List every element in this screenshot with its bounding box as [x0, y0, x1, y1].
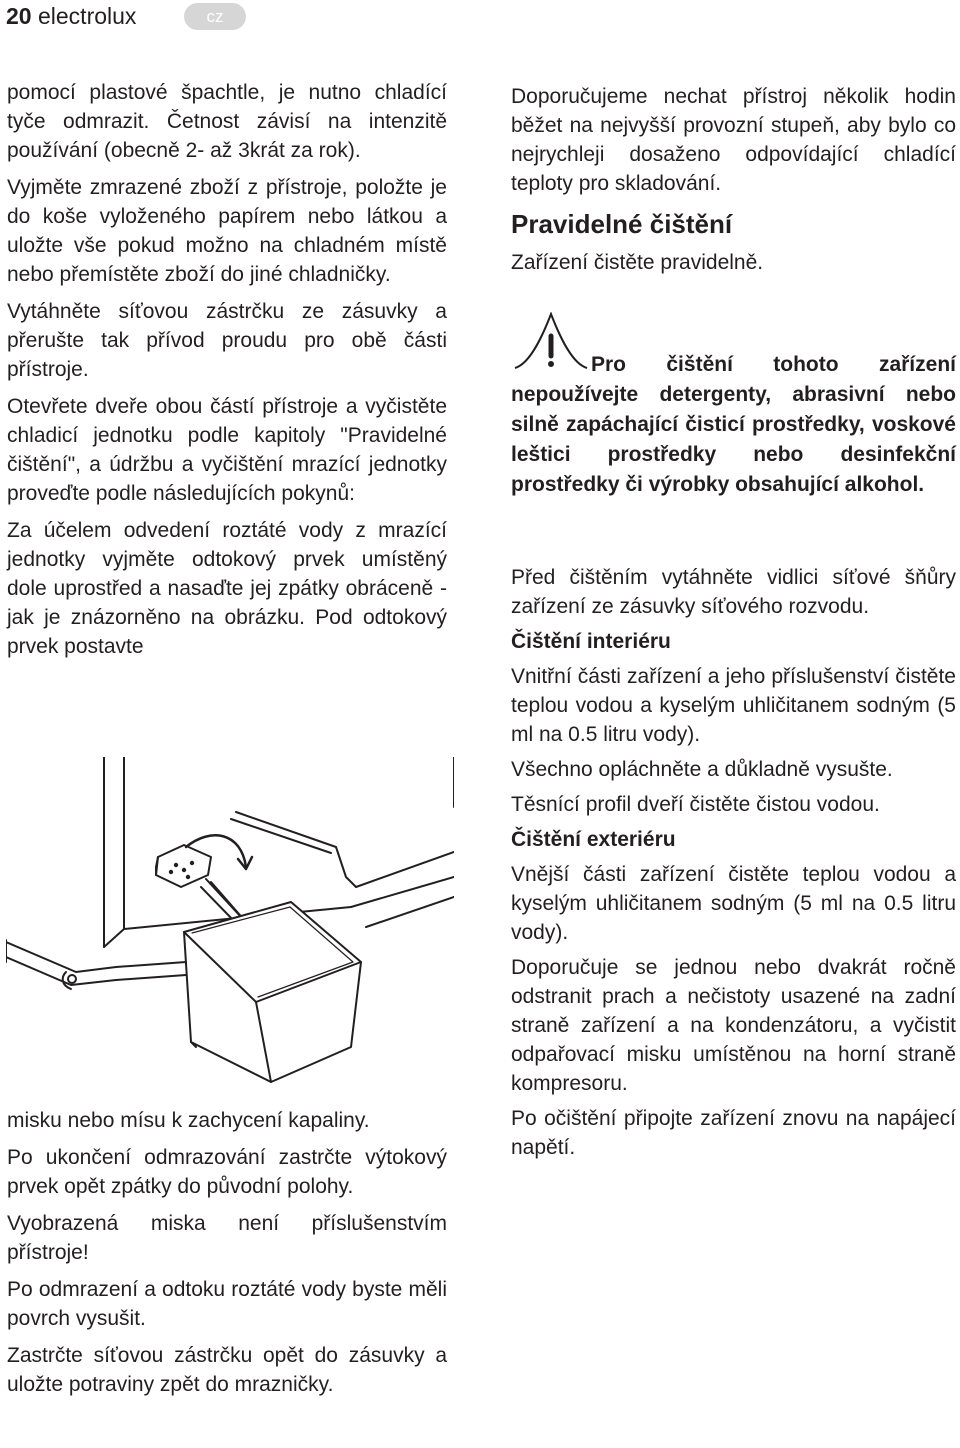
- paragraph: Vnitřní části zařízení a jeho příslušenství čistěte teplou vodou a kyselým uhličitanem sodným (5 ml na 0.5 litru vody).: [511, 665, 956, 746]
- paragraph: Vytáhněte síťovou zástrčku ze zásuvky a přerušte tak přívod proudu pro obě části přístroje.: [7, 300, 447, 381]
- paragraph: Po odmrazení a odtoku roztáté vody byste měli povrch vysušit.: [7, 1278, 447, 1330]
- paragraph: Před čištěním vytáhněte vidlici síťové šňůry zařízení ze zásuvky síťového rozvodu.: [511, 566, 956, 618]
- brand-name: electrolux: [37, 3, 137, 29]
- left-column-top: [7, 78, 447, 661]
- paragraph: Otevřete dveře obou částí přístroje a vyčistěte chladicí jednotku podle kapitoly "Pravidelné čištění", a údržbu a vyčištění mrazící jednotky proveďte podle následujících pokynů:: [7, 395, 447, 505]
- left-column-bottom: [7, 1106, 447, 1399]
- right-column-top: [511, 82, 956, 277]
- page-number: 20 electrolux: [6, 3, 137, 29]
- language-badge: cz: [184, 3, 246, 30]
- paragraph: Těsnící profil dveří čistěte čistou vodou.: [511, 793, 880, 816]
- paragraph: Doporučuje se jednou nebo dvakrát ročně odstranit prach a nečistoty usazené na zadní straně zařízení a na kondenzátoru, a vyčistit odpařovací misku umístěnou na horní straně kompresoru.: [511, 956, 956, 1095]
- defrost-drain-illustration: [6, 757, 454, 1097]
- paragraph: Zařízení čistěte pravidelně.: [511, 251, 764, 274]
- paragraph: Doporučujeme nechat přístroj několik hodin běžet na nejvyšší provozní stupeň, aby bylo co nejrychleji dosaženo odpovídající chladící teploty pro skladování.: [511, 85, 956, 195]
- paragraph: pomocí plastové špachtle, je nutno chladící tyče odmrazit. Četnost závisí na intenzitě používání (obecně 2- až 3krát za rok).: [7, 81, 447, 162]
- section-heading: Pravidelné čištění: [511, 209, 733, 239]
- paragraph: Po očištění připojte zařízení znovu na napájecí napětí.: [511, 1107, 956, 1159]
- warning-icon: [511, 312, 589, 372]
- subsection-heading: Čištění exteriéru: [511, 828, 676, 851]
- paragraph: Vnější části zařízení čistěte teplou vodou a kyselým uhličitanem sodným (5 ml na 0.5 litru vody).: [511, 863, 956, 944]
- warning-block: [511, 312, 956, 500]
- paragraph: Vyobrazená miska není příslušenstvím přístroje!: [7, 1212, 447, 1264]
- paragraph: Zastrčte síťovou zástrčku opět do zásuvky a uložte potraviny zpět do mrazničky.: [7, 1344, 447, 1396]
- paragraph: Po ukončení odmrazování zastrčte výtokový prvek opět zpátky do původní polohy.: [7, 1146, 447, 1198]
- paragraph: Za účelem odvedení roztáté vody z mrazící jednotky vyjměte odtokový prvek umístěný dole uprostřed a nasaďte jej zpátky obráceně - jak je znázorněno na obrázku. Pod odtokový prvek postavte: [7, 519, 447, 658]
- right-column-bottom: [511, 563, 956, 1162]
- paragraph: Vyjměte zmrazené zboží z přístroje, položte je do koše vyloženého papírem nebo látkou a uložte vše pokud možno na chladném místě nebo přemístěte zboží do jiné chladničky.: [7, 176, 447, 286]
- paragraph: misku nebo mísu k zachycení kapaliny.: [7, 1109, 370, 1132]
- subsection-heading: Čištění interiéru: [511, 630, 671, 653]
- paragraph: Všechno opláchněte a důkladně vysušte.: [511, 758, 893, 781]
- warning-text: Pro čištění tohoto zařízení nepoužívejte detergenty, abrasivní nebo silně zapáchající čisticí prostředky, voskové leštici prostředky nebo desinfekční prostředky či výrobky obsahující alkohol.: [511, 353, 956, 496]
